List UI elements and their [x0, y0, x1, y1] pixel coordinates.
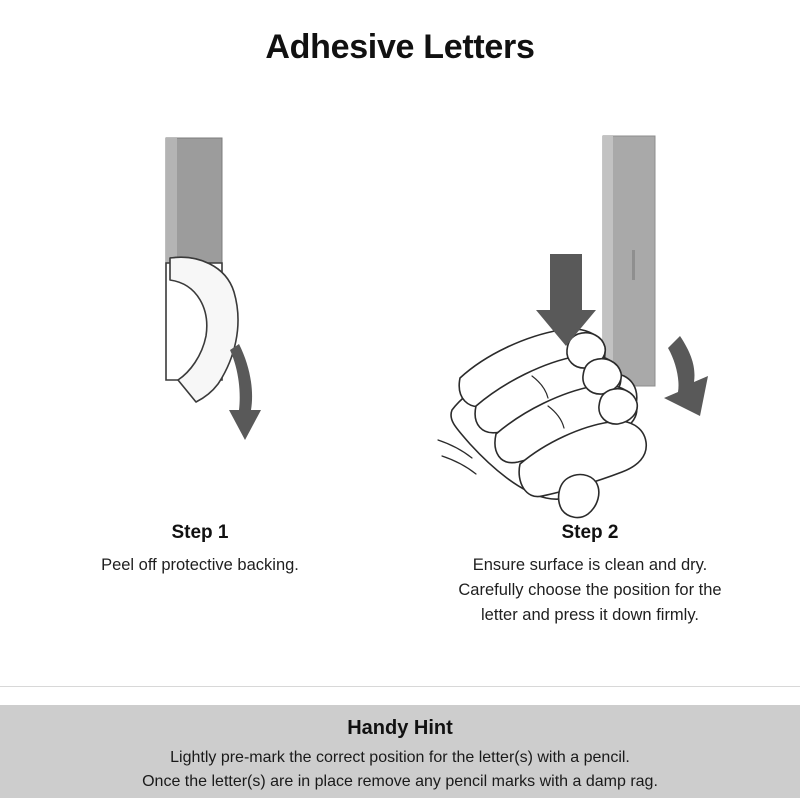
- step-1-caption: [20, 553, 380, 578]
- handy-hint-line: Lightly pre-mark the correct position for the letter(s) with a pencil.: [170, 749, 630, 766]
- page-title: Adhesive Letters: [265, 28, 535, 66]
- letter-strip-icon: [603, 136, 655, 386]
- step-1-illustration: [20, 110, 380, 520]
- step-2-illustration: [400, 110, 780, 520]
- handy-hint-band: [0, 705, 800, 798]
- step-2-label: Step 2: [561, 522, 619, 543]
- step-2-caption-line: Carefully choose the position for the: [458, 581, 722, 599]
- step-2-caption-line: letter and press it down firmly.: [481, 606, 699, 624]
- arrow-down-icon: [229, 344, 261, 440]
- letter-strip-icon: [166, 138, 222, 263]
- step-1-caption-line: Peel off protective backing.: [101, 556, 299, 574]
- section-divider: [0, 686, 800, 687]
- arrow-down-right-icon: [664, 336, 708, 416]
- step-2-caption-line: Ensure surface is clean and dry.: [472, 556, 708, 574]
- steps-container: [0, 110, 800, 650]
- handy-hint-line: Once the letter(s) are in place remove any pencil marks with a damp rag.: [142, 773, 658, 790]
- step-1-label: Step 1: [171, 522, 229, 543]
- step-2-panel: [400, 110, 780, 650]
- step-2-caption: [400, 553, 780, 628]
- handy-hint-body: [0, 746, 800, 794]
- handy-hint-title: Handy Hint: [347, 717, 453, 739]
- step-1-panel: [20, 110, 380, 650]
